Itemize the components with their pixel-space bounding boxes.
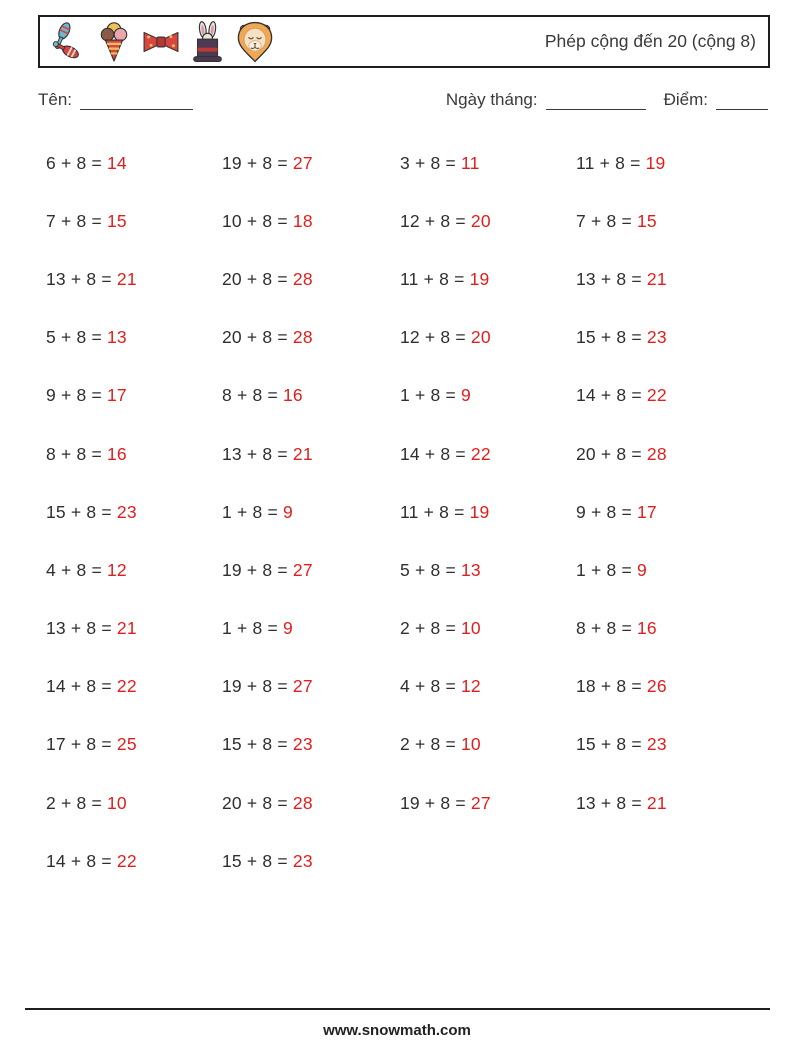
problem (222, 483, 400, 541)
problem-answer: 9 (460, 385, 471, 406)
problem-expression: 20 + 8 = (222, 792, 293, 813)
problem-expression: 14 + 8 = (400, 443, 471, 464)
problem-expression: 15 + 8 = (576, 327, 647, 348)
problem (222, 134, 400, 192)
problem-answer: 20 (470, 210, 491, 231)
problem (46, 309, 222, 367)
problem-expression: 8 + 8 = (576, 618, 637, 639)
problem (576, 250, 770, 308)
page-title: Phép cộng đến 20 (cộng 8) (544, 31, 756, 51)
problem (222, 600, 400, 658)
problem (400, 309, 576, 367)
problem-answer: 27 (292, 152, 313, 173)
problem-expression: 5 + 8 = (400, 559, 461, 580)
problem (222, 658, 400, 716)
problem-answer: 10 (106, 792, 127, 813)
problem (46, 483, 222, 541)
problem-answer: 27 (470, 792, 491, 813)
problem-answer: 26 (646, 676, 667, 697)
problem-expression: 20 + 8 = (222, 327, 293, 348)
problem (576, 658, 770, 716)
problem-expression: 11 + 8 = (400, 501, 470, 522)
problem-answer: 28 (292, 327, 313, 348)
fields-right (446, 90, 768, 110)
problem-expression: 14 + 8 = (576, 385, 647, 406)
problem-expression: 13 + 8 = (222, 443, 293, 464)
problem (400, 425, 576, 483)
problem-expression: 7 + 8 = (46, 210, 107, 231)
problem (576, 716, 770, 774)
problem (46, 541, 222, 599)
footer-url: www.snowmath.com (323, 1022, 471, 1039)
problem-answer: 17 (636, 501, 657, 522)
problem-answer: 21 (116, 618, 137, 639)
juggling-clubs-icon (48, 20, 86, 64)
problem (400, 658, 576, 716)
problem-expression: 8 + 8 = (222, 385, 283, 406)
problem (222, 309, 400, 367)
problem-expression: 8 + 8 = (46, 443, 107, 464)
problem-answer: 28 (292, 268, 313, 289)
problem-expression: 4 + 8 = (400, 676, 461, 697)
problem-expression: 18 + 8 = (576, 676, 647, 697)
problem (46, 774, 222, 832)
name-label: Tên: (38, 90, 73, 109)
problem-expression: 11 + 8 = (576, 152, 646, 173)
magic-hat-icon (189, 20, 227, 64)
problem (576, 483, 770, 541)
problem-answer: 23 (646, 327, 667, 348)
score-blank-line (716, 94, 768, 110)
problem (576, 309, 770, 367)
problem-answer: 9 (636, 559, 647, 580)
problem (222, 192, 400, 250)
problems-grid (46, 134, 770, 890)
problem-answer: 21 (292, 443, 313, 464)
problem-expression: 14 + 8 = (46, 850, 117, 871)
problem-answer: 15 (636, 210, 657, 231)
problem-expression: 7 + 8 = (576, 210, 637, 231)
problem (400, 774, 576, 832)
problem-answer: 22 (470, 443, 491, 464)
problem-answer: 10 (460, 734, 481, 755)
problem-answer: 27 (292, 559, 313, 580)
problem-answer: 9 (282, 618, 293, 639)
problem (222, 250, 400, 308)
problem-answer: 16 (636, 618, 657, 639)
problem (400, 483, 576, 541)
problem-answer: 14 (106, 152, 127, 173)
problem (46, 716, 222, 774)
problem (222, 367, 400, 425)
problem-answer: 21 (646, 792, 667, 813)
problem-answer: 22 (646, 385, 667, 406)
problem-expression: 12 + 8 = (400, 327, 471, 348)
problem-answer: 23 (292, 734, 313, 755)
problem-expression: 2 + 8 = (400, 618, 461, 639)
problem (576, 774, 770, 832)
problem (46, 250, 222, 308)
problem-expression: 6 + 8 = (46, 152, 107, 173)
problem-expression: 11 + 8 = (400, 268, 470, 289)
problem-expression: 10 + 8 = (222, 210, 293, 231)
problem-answer: 28 (292, 792, 313, 813)
problem-answer: 27 (292, 676, 313, 697)
problem (400, 134, 576, 192)
lion-icon (236, 20, 274, 64)
problem-expression: 1 + 8 = (400, 385, 461, 406)
date-blank-line (546, 94, 646, 110)
problem-expression: 20 + 8 = (222, 268, 293, 289)
problem-answer: 16 (282, 385, 303, 406)
problem-expression: 2 + 8 = (400, 734, 461, 755)
problem-expression: 4 + 8 = (46, 559, 107, 580)
problem (576, 134, 770, 192)
problem-answer: 12 (106, 559, 127, 580)
problem-expression: 19 + 8 = (222, 559, 293, 580)
problem-answer: 21 (646, 268, 667, 289)
problem-expression: 20 + 8 = (576, 443, 647, 464)
problem-expression: 3 + 8 = (400, 152, 461, 173)
problem (46, 367, 222, 425)
problem-expression: 14 + 8 = (46, 676, 117, 697)
problem-answer: 19 (469, 268, 490, 289)
problem-answer: 23 (646, 734, 667, 755)
problem-expression: 1 + 8 = (222, 501, 283, 522)
problem-answer: 23 (116, 501, 137, 522)
problem-answer: 19 (645, 152, 666, 173)
problem-expression: 19 + 8 = (400, 792, 471, 813)
problem-answer: 25 (116, 734, 137, 755)
problem-expression: 2 + 8 = (46, 792, 107, 813)
problem (400, 192, 576, 250)
problem (46, 600, 222, 658)
problem-answer: 16 (106, 443, 127, 464)
problem-expression: 1 + 8 = (222, 618, 283, 639)
problem-answer: 19 (469, 501, 490, 522)
problem-expression: 13 + 8 = (576, 792, 647, 813)
problem (46, 192, 222, 250)
problem-answer: 21 (116, 268, 137, 289)
problem-answer: 12 (460, 676, 481, 697)
problem (46, 425, 222, 483)
header-box (38, 15, 770, 68)
problem (222, 425, 400, 483)
problem-expression: 9 + 8 = (46, 385, 107, 406)
problem (400, 250, 576, 308)
problem (222, 541, 400, 599)
problem-expression: 15 + 8 = (222, 850, 293, 871)
problem (576, 367, 770, 425)
problem (46, 658, 222, 716)
problem-expression: 19 + 8 = (222, 152, 293, 173)
problem-expression: 15 + 8 = (46, 501, 117, 522)
problem-expression: 1 + 8 = (576, 559, 637, 580)
problem-expression: 15 + 8 = (576, 734, 647, 755)
problem (576, 425, 770, 483)
problem-answer: 13 (460, 559, 481, 580)
problem (576, 600, 770, 658)
problem-answer: 20 (470, 327, 491, 348)
name-blank-line (80, 94, 193, 110)
problem (576, 192, 770, 250)
problem-expression: 17 + 8 = (46, 734, 117, 755)
problem (576, 541, 770, 599)
problem-expression: 5 + 8 = (46, 327, 107, 348)
problem-expression: 13 + 8 = (46, 268, 117, 289)
problem (400, 367, 576, 425)
problem-answer: 10 (460, 618, 481, 639)
date-label: Ngày tháng: (445, 90, 538, 109)
problem-answer: 9 (282, 501, 293, 522)
problem (46, 832, 222, 890)
problem-answer: 13 (106, 327, 127, 348)
problem (400, 600, 576, 658)
problem (222, 832, 400, 890)
problem-expression: 12 + 8 = (400, 210, 471, 231)
footer-divider (25, 1008, 770, 1010)
problem (400, 541, 576, 599)
problem-expression: 13 + 8 = (576, 268, 647, 289)
score-label: Điểm: (663, 90, 708, 109)
bow-tie-icon (142, 20, 180, 64)
problem (222, 774, 400, 832)
problem-answer: 28 (646, 443, 667, 464)
problem-answer: 18 (292, 210, 313, 231)
problem (400, 716, 576, 774)
problem (46, 134, 222, 192)
ice-cream-icon (95, 20, 133, 64)
problem (222, 716, 400, 774)
header-icons (48, 20, 274, 64)
problem-answer: 11 (460, 152, 480, 173)
problem-answer: 22 (116, 676, 137, 697)
problem-answer: 23 (292, 850, 313, 871)
problem-expression: 15 + 8 = (222, 734, 293, 755)
problem-expression: 13 + 8 = (46, 618, 117, 639)
problem-expression: 19 + 8 = (222, 676, 293, 697)
problem-answer: 15 (106, 210, 127, 231)
problem-answer: 22 (116, 850, 137, 871)
problem-expression: 9 + 8 = (576, 501, 637, 522)
fields-row (38, 90, 768, 110)
problem-answer: 17 (106, 385, 127, 406)
